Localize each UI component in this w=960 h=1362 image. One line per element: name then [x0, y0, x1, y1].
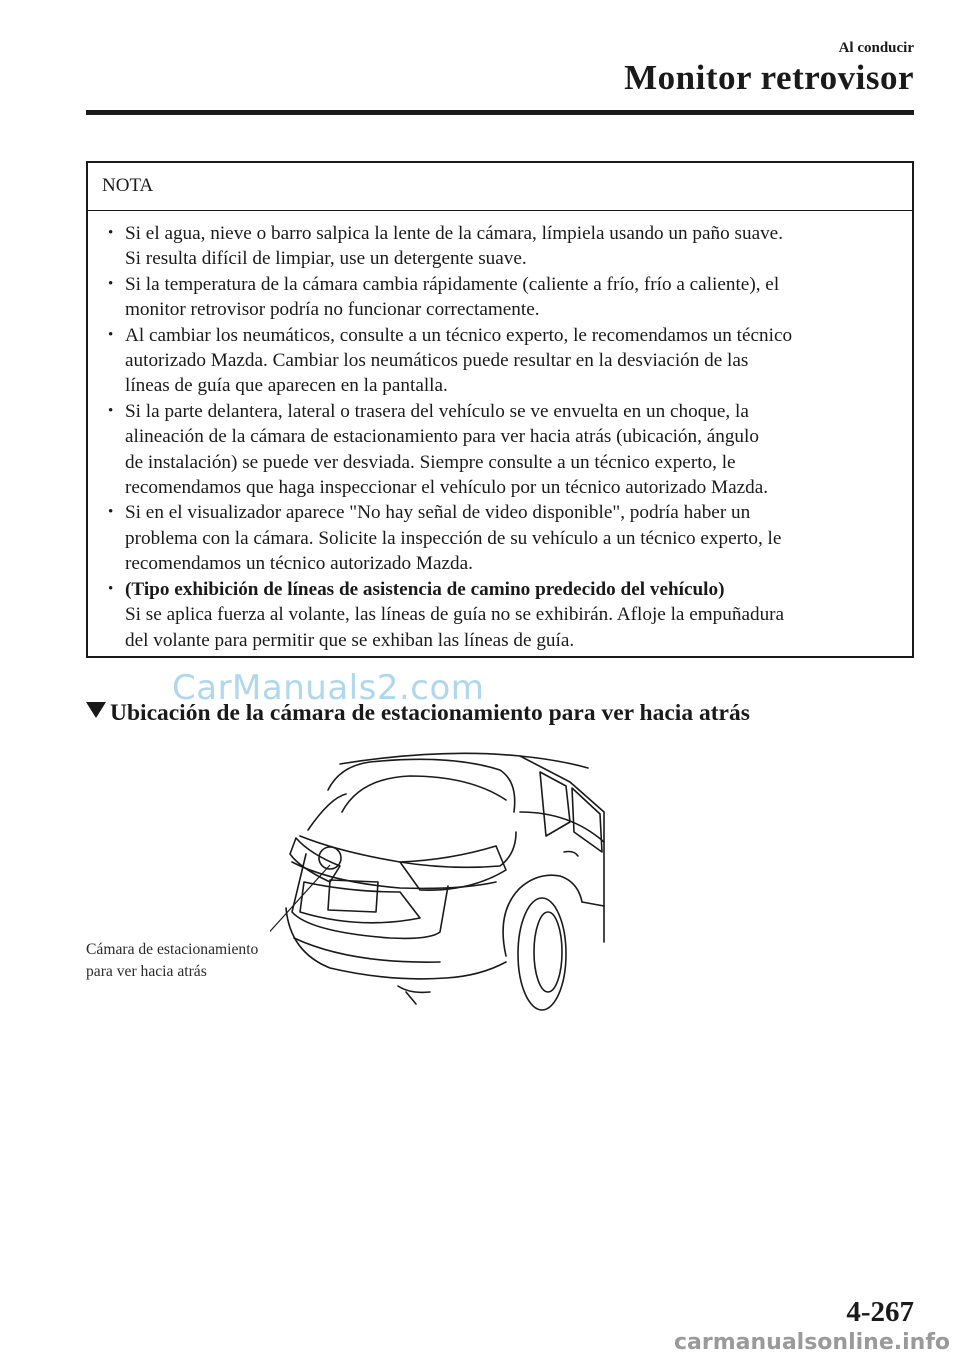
- triangle-down-icon: [86, 702, 106, 718]
- note-item-text: Si la parte delantera, lateral o trasera del vehículo se ve envuelta en un choque, la alineación de la cámara de estacionamiento para ver hacia atrás (ubicación, ángulo de instalación) se puede ver desviada. Siempre consulte a un técnico experto, le recomendamos que haga inspeccionar el vehículo por un técnico autorizado Mazda.: [125, 400, 769, 499]
- bullet-icon: •: [108, 580, 114, 597]
- footer-watermark: carmanualsonline.info: [674, 1330, 950, 1355]
- note-divider: [88, 210, 912, 211]
- note-item: [104, 399, 904, 501]
- note-item-text: Si se aplica fuerza al volante, las líneas de guía no se exhibirán. Afloje la empuñadura del volante para permitir que se exhiban las líneas de guía.: [125, 604, 785, 651]
- note-item: [104, 577, 904, 653]
- bullet-icon: •: [108, 504, 114, 521]
- bullet-icon: •: [108, 402, 114, 419]
- note-item-text: Si el agua, nieve o barro salpica la lente de la cámara, límpiela usando un paño suave. Si resulta difícil de limpiar, use un detergente suave.: [125, 223, 783, 270]
- bullet-icon: •: [108, 225, 114, 241]
- note-title: NOTA: [102, 175, 154, 196]
- note-item: [104, 221, 904, 272]
- page-number: 4-267: [846, 1296, 914, 1328]
- note-item-text: Al cambiar los neumáticos, consulte a un técnico experto, le recomendamos un técnico autorizado Mazda. Cambiar los neumáticos puede resultar en la desviación de las líneas de guía que aparecen en la pantalla.: [125, 324, 793, 397]
- car-rear-illustration: [270, 742, 614, 1012]
- note-item: [104, 272, 904, 323]
- note-list: [104, 221, 904, 653]
- note-item-text: Si en el visualizador aparece "No hay señal de video disponible", podría haber un problema con la cámara. Solicite la inspección de su vehículo a un técnico experto, le recomendamos un técnico autorizado Mazda.: [125, 502, 782, 575]
- section-heading-text: Ubicación de la cámara de estacionamiento para ver hacia atrás: [110, 700, 750, 726]
- note-item-text: Si la temperatura de la cámara cambia rápidamente (caliente a frío, frío a caliente), el monitor retrovisor podría no funcionar correctamente.: [125, 273, 780, 321]
- watermark: CarManuals2.com: [172, 668, 485, 708]
- note-item-heading: (Tipo exhibición de líneas de asistencia de camino predecido del vehículo): [125, 578, 725, 600]
- bullet-icon: •: [108, 326, 114, 343]
- camera-callout-label: Cámara de estacionamiento para ver hacia atrás: [86, 941, 259, 980]
- section-label: Al conducir: [838, 40, 914, 56]
- bullet-icon: •: [108, 275, 114, 292]
- note-item: [104, 500, 904, 576]
- header-divider: [86, 110, 914, 115]
- page-title: Monitor retrovisor: [624, 58, 914, 97]
- note-box: [86, 161, 914, 658]
- note-item: [104, 323, 904, 399]
